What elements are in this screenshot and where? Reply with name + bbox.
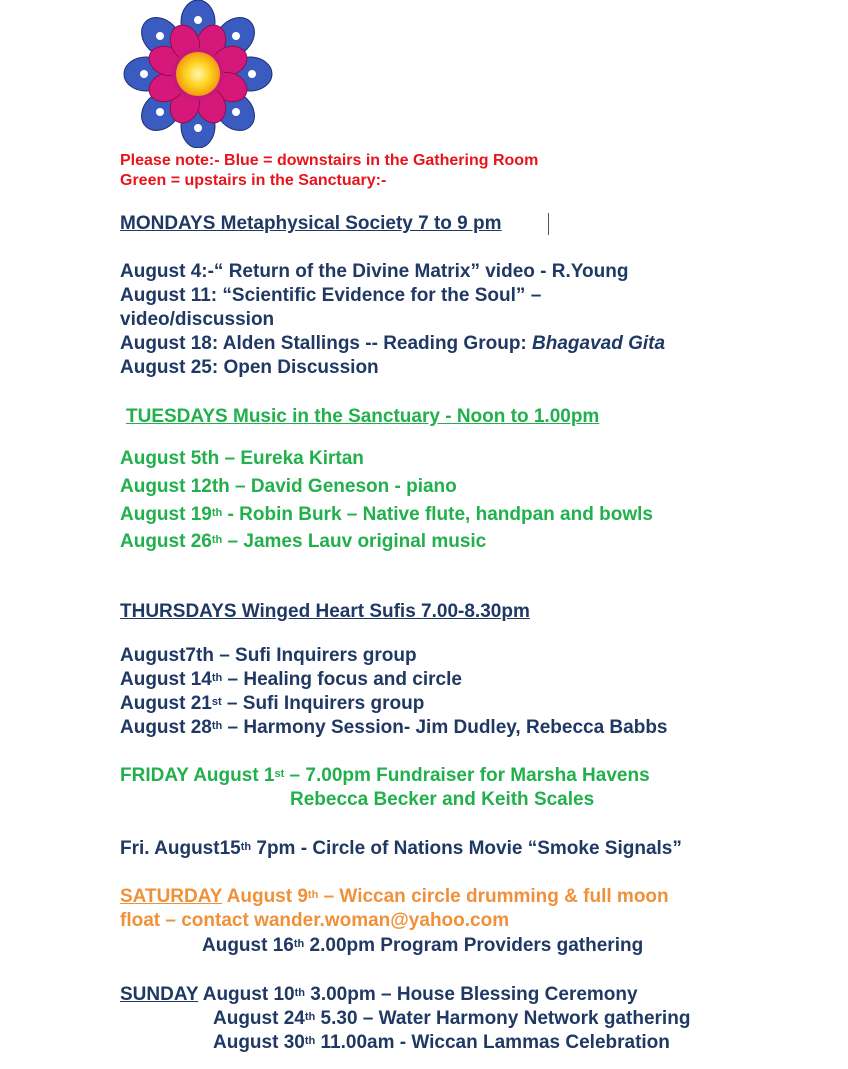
thursday-item-3: August 21st – Sufi Inquirers group — [120, 693, 425, 714]
note-line-1: Please note:- Blue = downstairs in the Gathering Room — [120, 152, 539, 169]
saturday-line-2: float – contact wander.woman@yahoo.com — [120, 910, 510, 931]
monday-item-3: August 18: Alden Stallings -- Reading Group: Bhagavad Gita — [120, 333, 666, 354]
text-cursor — [548, 213, 549, 235]
tuesday-item-4: August 26th – James Lauv original music — [120, 531, 487, 552]
thursdays-heading: THURSDAYS Winged Heart Sufis 7.00-8.30pm — [120, 601, 530, 622]
monday-item-2-cont: video/discussion — [120, 309, 275, 330]
saturday-label: SATURDAY — [120, 886, 223, 907]
book-title: Bhagavad Gita — [532, 333, 666, 354]
monday-item-1: August 4:-“ Return of the Divine Matrix” video - R.Young — [120, 261, 629, 282]
sunday-line-1: SUNDAY August 10th 3.00pm – House Blessing Ceremony — [120, 984, 638, 1005]
thursday-item-1: August7th – Sufi Inquirers group — [120, 645, 417, 666]
mandala-logo-icon — [120, 0, 275, 148]
thursday-item-4: August 28th – Harmony Session- Jim Dudley, Rebecca Babbs — [120, 717, 668, 738]
mondays-heading: MONDAYS Metaphysical Society 7 to 9 pm — [120, 213, 502, 234]
friday-line-1: FRIDAY August 1st – 7.00pm Fundraiser for Marsha Havens — [120, 765, 650, 786]
sunday-line-2: August 24th 5.30 – Water Harmony Network gathering — [213, 1008, 691, 1029]
sunday-label: SUNDAY — [120, 984, 199, 1005]
saturday-line-3: August 16th 2.00pm Program Providers gathering — [202, 935, 644, 956]
friday-line-2: Rebecca Becker and Keith Scales — [290, 789, 595, 810]
monday-item-2: August 11: “Scientific Evidence for the Soul” – — [120, 285, 542, 306]
tuesday-item-2: August 12th – David Geneson - piano — [120, 476, 457, 497]
thursday-item-2: August 14th – Healing focus and circle — [120, 669, 462, 690]
saturday-line-1: SATURDAY August 9th – Wiccan circle drumming & full moon — [120, 886, 669, 907]
sunday-line-3: August 30th 11.00am - Wiccan Lammas Celebration — [213, 1032, 670, 1053]
tuesdays-heading: TUESDAYS Music in the Sanctuary - Noon to 1.00pm — [126, 406, 600, 427]
tuesday-item-1: August 5th – Eureka Kirtan — [120, 448, 364, 469]
note-line-2: Green = upstairs in the Sanctuary:- — [120, 172, 387, 189]
fri15-line: Fri. August15th 7pm - Circle of Nations Movie “Smoke Signals” — [120, 838, 682, 859]
tuesday-item-3: August 19th - Robin Burk – Native flute, handpan and bowls — [120, 504, 653, 525]
monday-item-4: August 25: Open Discussion — [120, 357, 379, 378]
